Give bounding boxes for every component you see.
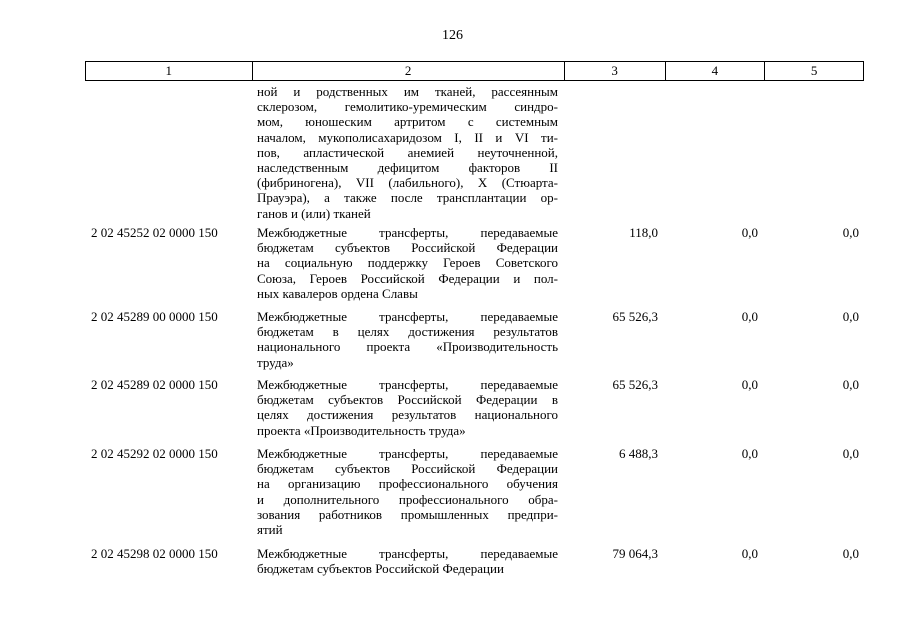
- value-col-3: 65 526,3: [612, 377, 658, 392]
- description-line: бюджетам в целях достижения результатов: [257, 324, 558, 340]
- budget-code: 2 02 45289 00 0000 150: [91, 309, 218, 324]
- description-line: труда»: [257, 354, 294, 370]
- description-line: бюджетам субъектов Российской Федерации: [257, 461, 558, 477]
- header-col-3: 3: [565, 62, 666, 80]
- table-header: [85, 61, 864, 81]
- description-line: ганов и (или) тканей: [257, 205, 371, 221]
- description-line: ных кавалеров ордена Славы: [257, 285, 418, 301]
- value-col-3: 6 488,3: [619, 446, 658, 461]
- value-col-4: 0,0: [741, 546, 758, 561]
- value-col-5: 0,0: [842, 225, 859, 240]
- value-col-4: 0,0: [741, 225, 758, 240]
- value-col-3: 65 526,3: [612, 309, 658, 324]
- budget-code: 2 02 45292 02 0000 150: [91, 446, 218, 461]
- description-line: наследственным дефицитом факторов II: [257, 159, 558, 175]
- header-col-2: 2: [253, 62, 565, 80]
- header-col-1: 1: [86, 62, 253, 80]
- budget-code: 2 02 45252 02 0000 150: [91, 225, 218, 240]
- description-line: Союза, Героев Российской Федерации и пол-: [257, 270, 558, 286]
- description-line: пов, апластической анемией неуточненной,: [257, 144, 558, 160]
- value-col-3: 118,0: [629, 225, 658, 240]
- description-line: на социальную поддержку Героев Советского: [257, 255, 558, 271]
- description-line: ной и родственных им тканей, рассеянным: [257, 84, 558, 99]
- value-col-4: 0,0: [741, 377, 758, 392]
- value-col-5: 0,0: [842, 377, 859, 392]
- budget-code: 2 02 45298 02 0000 150: [91, 546, 218, 561]
- description-line: зования работников промышленных предпри-: [257, 506, 558, 522]
- row-description: [257, 546, 558, 576]
- row-description: [257, 84, 558, 221]
- description-line: целях достижения результатов национального: [257, 407, 558, 423]
- description-line: склерозом, гемолитико-уремическим синдро-: [257, 99, 558, 115]
- description-line: Прауэра), а также после трансплантации ор-: [257, 190, 558, 206]
- description-line: мом, юношеским артритом с системным: [257, 114, 558, 130]
- description-line: Межбюджетные трансферты, передаваемые: [257, 309, 558, 324]
- description-line: на организацию профессионального обучения: [257, 476, 558, 492]
- header-col-4: 4: [666, 62, 766, 80]
- description-line: (фибриногена), VII (лабильного), X (Стюарта-: [257, 175, 558, 191]
- description-line: бюджетам субъектов Российской Федерации в: [257, 392, 558, 408]
- budget-code: 2 02 45289 02 0000 150: [91, 377, 218, 392]
- value-col-5: 0,0: [842, 309, 859, 324]
- row-description: [257, 377, 558, 438]
- description-line: ятий: [257, 521, 283, 537]
- description-line: началом, мукополисахаридозом I, II и VI ти-: [257, 129, 558, 145]
- value-col-5: 0,0: [842, 546, 859, 561]
- page-number: 126: [442, 28, 463, 43]
- description-line: бюджетам субъектов Российской Федерации: [257, 561, 504, 577]
- description-line: Межбюджетные трансферты, передаваемые: [257, 546, 558, 561]
- value-col-3: 79 064,3: [612, 546, 658, 561]
- row-description: [257, 446, 558, 537]
- row-description: [257, 225, 558, 301]
- description-line: Межбюджетные трансферты, передаваемые: [257, 225, 558, 240]
- description-line: Межбюджетные трансферты, передаваемые: [257, 377, 558, 392]
- header-col-5: 5: [810, 63, 818, 78]
- description-line: национального проекта «Производительность: [257, 339, 558, 355]
- description-line: проекта «Производительность труда»: [257, 422, 466, 438]
- description-line: бюджетам субъектов Российской Федерации: [257, 240, 558, 256]
- description-line: и дополнительного профессионального обра-: [257, 491, 558, 507]
- value-col-4: 0,0: [741, 446, 758, 461]
- row-description: [257, 309, 558, 370]
- value-col-4: 0,0: [741, 309, 758, 324]
- description-line: Межбюджетные трансферты, передаваемые: [257, 446, 558, 461]
- value-col-5: 0,0: [842, 446, 859, 461]
